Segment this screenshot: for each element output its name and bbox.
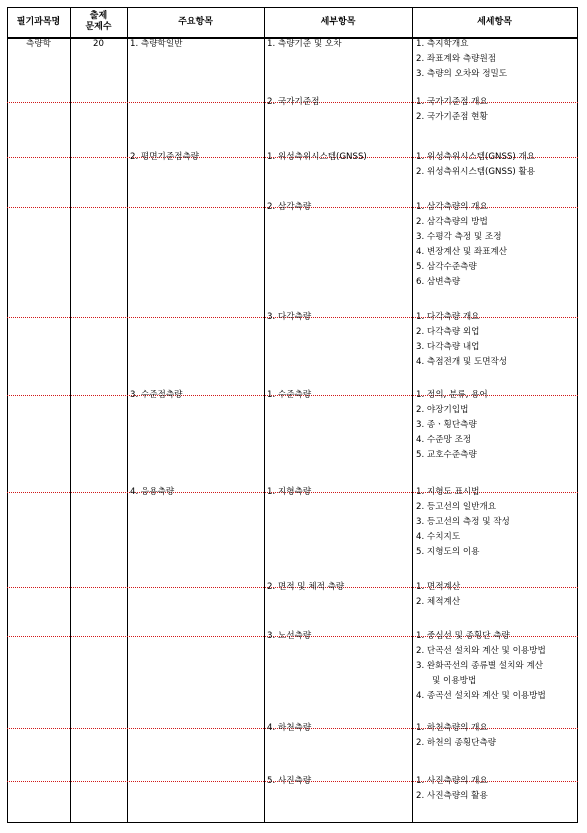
detail-item: 1. 중심선 및 종횡단 측량	[416, 631, 510, 641]
detail-item-cell	[416, 95, 488, 125]
detail-item-cell	[416, 200, 507, 291]
detail-item: 및 이용방법	[432, 676, 477, 687]
detail-item-cell	[416, 37, 507, 82]
detail-item: 1. 다각측량 개요	[416, 312, 480, 322]
detail-item-cell	[416, 580, 460, 610]
detail-item: 2. 등고선의 일반개요	[416, 502, 497, 513]
header-detail-item: 세세항목	[477, 16, 512, 27]
detail-item-cell	[416, 388, 488, 463]
header-main-item: 주요항목	[178, 16, 213, 27]
table-border-bottom	[7, 822, 578, 823]
column-divider	[127, 7, 128, 823]
detail-item: 5. 교호수준측량	[416, 450, 477, 461]
detail-item: 4. 수치지도	[416, 532, 461, 543]
syllabus-table	[7, 7, 578, 823]
detail-item: 2. 야장기입법	[416, 405, 469, 416]
detail-item: 1. 사진측량의 개요	[416, 776, 488, 786]
detail-item: 2. 다각측량 외업	[416, 327, 480, 338]
detail-item: 4. 변장계산 및 좌표계산	[416, 247, 508, 258]
detail-item-cell	[416, 774, 488, 804]
sub-item-cell: 1. 수준측량	[267, 390, 312, 400]
detail-item-cell	[416, 629, 546, 704]
column-divider	[70, 7, 71, 823]
detail-item: 1. 하천측량의 개요	[416, 723, 488, 733]
detail-item: 3. 완화곡선의 종류별 설치와 계산	[416, 661, 544, 672]
detail-item: 3. 측량의 오차와 정밀도	[416, 69, 508, 80]
detail-item: 1. 삼각측량의 개요	[416, 202, 488, 212]
sub-item-cell: 2. 국가기준점	[267, 97, 320, 107]
column-divider	[412, 7, 413, 823]
sub-item-cell: 3. 다각측량	[267, 312, 312, 322]
detail-item: 4. 수준망 조정	[416, 435, 472, 446]
detail-item-cell	[416, 485, 510, 560]
detail-item: 4. 측점전개 및 도면작성	[416, 357, 508, 368]
table-border-left	[7, 7, 8, 823]
main-item-cell: 3. 수준점측량	[130, 390, 183, 400]
detail-item-cell	[416, 721, 496, 751]
detail-item: 3. 종ㆍ횡단측량	[416, 420, 477, 431]
main-item-cell: 1. 측량학일반	[130, 39, 183, 49]
question-count: 20	[93, 39, 104, 49]
detail-item: 1. 면적계산	[416, 582, 461, 592]
detail-item: 5. 삼각수준측량	[416, 262, 477, 273]
detail-item: 1. 측지학개요	[416, 39, 469, 49]
detail-item: 1. 정의, 분류, 용어	[416, 390, 488, 400]
detail-item: 2. 체적계산	[416, 597, 461, 608]
sub-item-cell: 4. 하천측량	[267, 723, 312, 733]
main-item-cell: 4. 응용측량	[130, 487, 175, 497]
table-border-right	[577, 7, 578, 823]
sub-item-cell: 5. 사진측량	[267, 776, 312, 786]
detail-item: 1. 위성측위시스템(GNSS) 개요	[416, 152, 536, 162]
header-subject: 필기과목명	[16, 16, 61, 27]
sub-item-cell: 1. 측량기준 및 오차	[267, 39, 342, 49]
sub-item-cell: 3. 노선측량	[267, 631, 312, 641]
detail-item: 2. 좌표계와 측량원점	[416, 54, 497, 65]
subject-name: 측량학	[26, 39, 51, 49]
detail-item: 6. 삼변측량	[416, 277, 461, 288]
detail-item: 2. 삼각측량의 방법	[416, 217, 488, 228]
detail-item: 2. 하천의 종횡단측량	[416, 738, 497, 749]
detail-item: 3. 다각측량 내업	[416, 342, 480, 353]
sub-item-cell: 1. 지형측량	[267, 487, 312, 497]
sub-item-cell: 2. 면적 및 체적 측량	[267, 582, 345, 592]
detail-item-cell	[416, 150, 535, 180]
detail-item: 3. 등고선의 측정 및 작성	[416, 517, 510, 528]
detail-item: 2. 사진측량의 활용	[416, 791, 488, 802]
column-divider	[264, 7, 265, 823]
detail-item: 5. 지형도의 이용	[416, 547, 480, 558]
header-question-count: 출제 문제수	[85, 11, 112, 32]
detail-item-cell	[416, 310, 507, 370]
detail-item: 1. 국가기준점 개요	[416, 97, 488, 107]
detail-item: 2. 단곡선 설치와 계산 및 이용방법	[416, 646, 546, 657]
detail-item: 3. 수평각 측정 및 조정	[416, 232, 502, 243]
detail-item: 4. 종곡선 설치와 계산 및 이용방법	[416, 691, 546, 702]
sub-item-cell: 2. 삼각측량	[267, 202, 312, 212]
detail-item: 2. 국가기준점 현황	[416, 112, 488, 123]
detail-item: 2. 위성측위시스템(GNSS) 활용	[416, 167, 536, 178]
main-item-cell: 2. 평면기준점측량	[130, 152, 200, 162]
sub-item-cell: 1. 위성측위시스템(GNSS)	[267, 152, 367, 162]
detail-item: 1. 지형도 표시법	[416, 487, 480, 497]
header-sub-item: 세부항목	[320, 16, 356, 27]
